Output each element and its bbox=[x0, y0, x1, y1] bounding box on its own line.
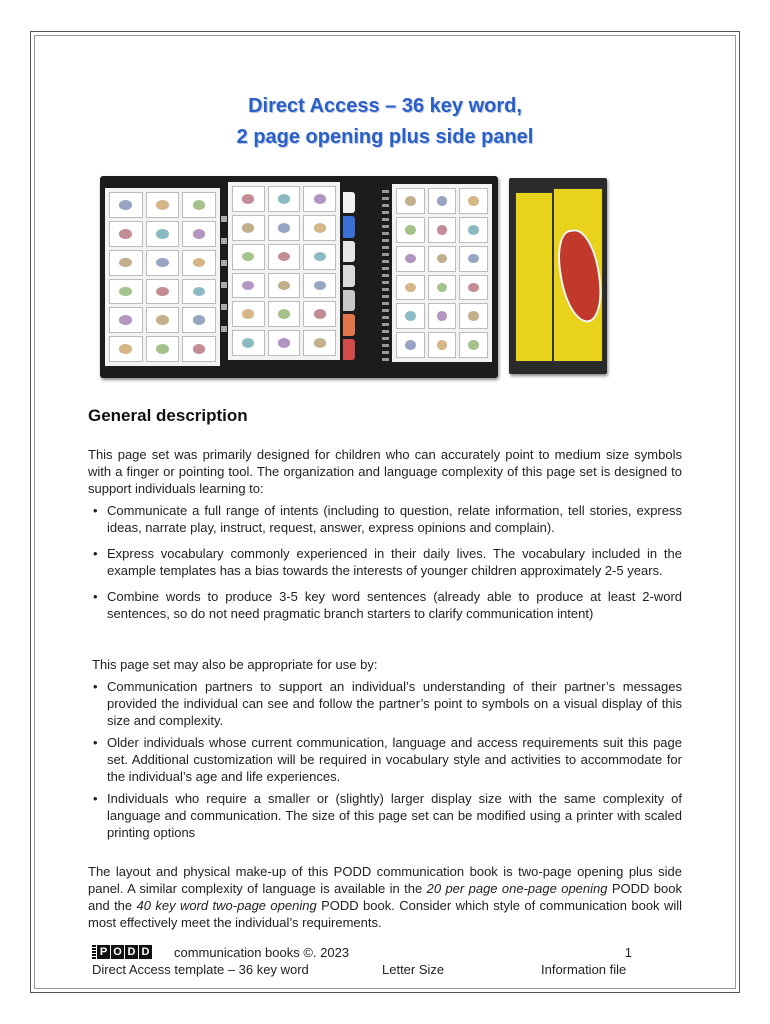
symbol-cell bbox=[182, 192, 216, 218]
page-tab bbox=[343, 216, 355, 237]
list-item: • Communication partners to support an individual’s understanding of their partner’s messages provided the individual can see and follow the partner’s point to symbols on a visual display of this size and complexity. bbox=[88, 678, 682, 729]
symbol-cell bbox=[303, 244, 336, 270]
book-side-panel-page bbox=[392, 184, 492, 362]
side-panel-spiral bbox=[382, 190, 389, 365]
symbol-cell bbox=[268, 244, 301, 270]
page-tab bbox=[343, 265, 355, 286]
symbol-cell bbox=[303, 273, 336, 299]
symbol-cell bbox=[428, 332, 457, 358]
also-appropriate-list bbox=[88, 678, 682, 841]
page-title-line-1: Direct Access – 36 key word, bbox=[248, 95, 522, 117]
symbol-cell bbox=[396, 188, 425, 214]
symbol-cell bbox=[396, 246, 425, 272]
footer-file-type: Information file bbox=[541, 962, 627, 977]
page-tab bbox=[343, 290, 355, 311]
logo-letter: D bbox=[139, 945, 152, 959]
closing-paragraph bbox=[88, 863, 682, 931]
symbol-cell bbox=[146, 192, 180, 218]
list-item: • Express vocabulary commonly experienced in their daily lives. The vocabulary included in the example templates has a bias towards the interests of younger children approximately 2-5 years. bbox=[88, 545, 682, 579]
page-tab bbox=[343, 314, 355, 335]
symbol-cell bbox=[109, 307, 143, 333]
closing-text: The layout and physical make-up of this PODD communication book is two-page opening plus side panel. A similar complexity of language is available in the bbox=[88, 864, 682, 896]
symbol-cell bbox=[428, 188, 457, 214]
symbol-cell bbox=[232, 301, 265, 327]
closing-text: PODD book and the bbox=[88, 881, 682, 913]
section-heading: General description bbox=[88, 406, 248, 425]
closing-emphasis: 20 per page one-page opening bbox=[426, 881, 608, 896]
page-title-line-2: 2 page opening plus side panel bbox=[236, 126, 534, 148]
symbol-cell bbox=[428, 275, 457, 301]
symbol-cell bbox=[303, 330, 336, 356]
book-right-page bbox=[228, 182, 340, 360]
symbol-cell bbox=[146, 307, 180, 333]
symbol-cell bbox=[459, 303, 488, 329]
symbol-cell bbox=[396, 332, 425, 358]
podd-logo bbox=[92, 945, 152, 959]
book-left-page bbox=[105, 188, 220, 366]
list-item: • Individuals who require a smaller or (slightly) larger display size with the same complexity of language and communication. The size of this page set can be modified using a printer with scaled printing options bbox=[88, 790, 682, 841]
book-two-page-opening bbox=[100, 176, 498, 378]
symbol-cell bbox=[459, 246, 488, 272]
footer-copyright: communication books ©. 2023 bbox=[174, 945, 350, 960]
logo-letter: O bbox=[111, 945, 124, 959]
logo-letter: P bbox=[97, 945, 110, 959]
symbol-cell bbox=[109, 279, 143, 305]
symbol-cell bbox=[268, 301, 301, 327]
symbol-cell bbox=[268, 330, 301, 356]
symbol-cell bbox=[459, 217, 488, 243]
symbol-cell bbox=[396, 217, 425, 243]
learning-goals-list bbox=[88, 502, 682, 622]
list-item: • Communicate a full range of intents (including to question, relate information, tell stories, express ideas, narrate play, instruct, request, answer, express opinions and complain). bbox=[88, 502, 682, 536]
communication-book-photo bbox=[100, 176, 500, 380]
symbol-cell bbox=[459, 275, 488, 301]
symbol-cell bbox=[428, 303, 457, 329]
symbol-cell bbox=[232, 244, 265, 270]
symbol-cell bbox=[182, 279, 216, 305]
symbol-cell bbox=[459, 332, 488, 358]
logo-letter: D bbox=[125, 945, 138, 959]
symbol-cell bbox=[182, 250, 216, 276]
symbol-cell bbox=[303, 186, 336, 212]
symbol-cell bbox=[109, 221, 143, 247]
footer-paper-size: Letter Size bbox=[382, 962, 445, 977]
symbol-cell bbox=[182, 221, 216, 247]
cover-logo-icon bbox=[554, 227, 607, 326]
cover-panel-left bbox=[515, 192, 553, 362]
page-tab bbox=[343, 241, 355, 262]
symbol-cell bbox=[396, 303, 425, 329]
symbol-cell bbox=[428, 246, 457, 272]
symbol-cell bbox=[146, 279, 180, 305]
page-tabs bbox=[343, 192, 355, 360]
symbol-cell bbox=[232, 186, 265, 212]
footer-page-number: 1 bbox=[624, 945, 632, 960]
footer-template-name: Direct Access template – 36 key word bbox=[92, 962, 309, 977]
closing-text: PODD book. Consider which style of communication book will most effectively meet the individual’s requirements. bbox=[88, 898, 682, 930]
list-item: • Combine words to produce 3-5 key word sentences (already able to produce at least 2-word sentences, so do not need pragmatic branch starters to clarify communication intent) bbox=[88, 588, 682, 622]
symbol-cell bbox=[146, 221, 180, 247]
page-tab bbox=[343, 339, 355, 360]
intro-paragraph: This page set was primarily designed for children who can accurately point to medium size symbols with a finger or pointing tool. The organization and language complexity of this page set is designed to support individuals learning to: bbox=[88, 447, 682, 496]
symbol-cell bbox=[232, 273, 265, 299]
book-cover-side-panel bbox=[509, 178, 607, 374]
symbol-cell bbox=[459, 188, 488, 214]
symbol-cell bbox=[396, 275, 425, 301]
symbol-cell bbox=[428, 217, 457, 243]
symbol-cell bbox=[232, 215, 265, 241]
symbol-cell bbox=[303, 301, 336, 327]
page-tab bbox=[343, 192, 355, 213]
symbol-cell bbox=[109, 336, 143, 362]
symbol-cell bbox=[109, 250, 143, 276]
symbol-cell bbox=[268, 215, 301, 241]
list-item: • Older individuals whose current communication, language and access requirements suit this page set. Additional customization will be required in vocabulary style and activities to accommodate for the individual’s age and life experiences. bbox=[88, 734, 682, 785]
symbol-cell bbox=[303, 215, 336, 241]
symbol-cell bbox=[146, 250, 180, 276]
symbol-cell bbox=[268, 186, 301, 212]
symbol-cell bbox=[268, 273, 301, 299]
closing-emphasis: 40 key word two-page opening bbox=[136, 898, 317, 913]
symbol-cell bbox=[182, 307, 216, 333]
binder-rings bbox=[221, 216, 227, 346]
cover-panel-right bbox=[553, 188, 603, 362]
symbol-cell bbox=[232, 330, 265, 356]
symbol-cell bbox=[109, 192, 143, 218]
logo-bars bbox=[92, 945, 96, 959]
symbol-cell bbox=[182, 336, 216, 362]
also-appropriate-intro: This page set may also be appropriate for use by: bbox=[92, 657, 378, 672]
symbol-cell bbox=[146, 336, 180, 362]
